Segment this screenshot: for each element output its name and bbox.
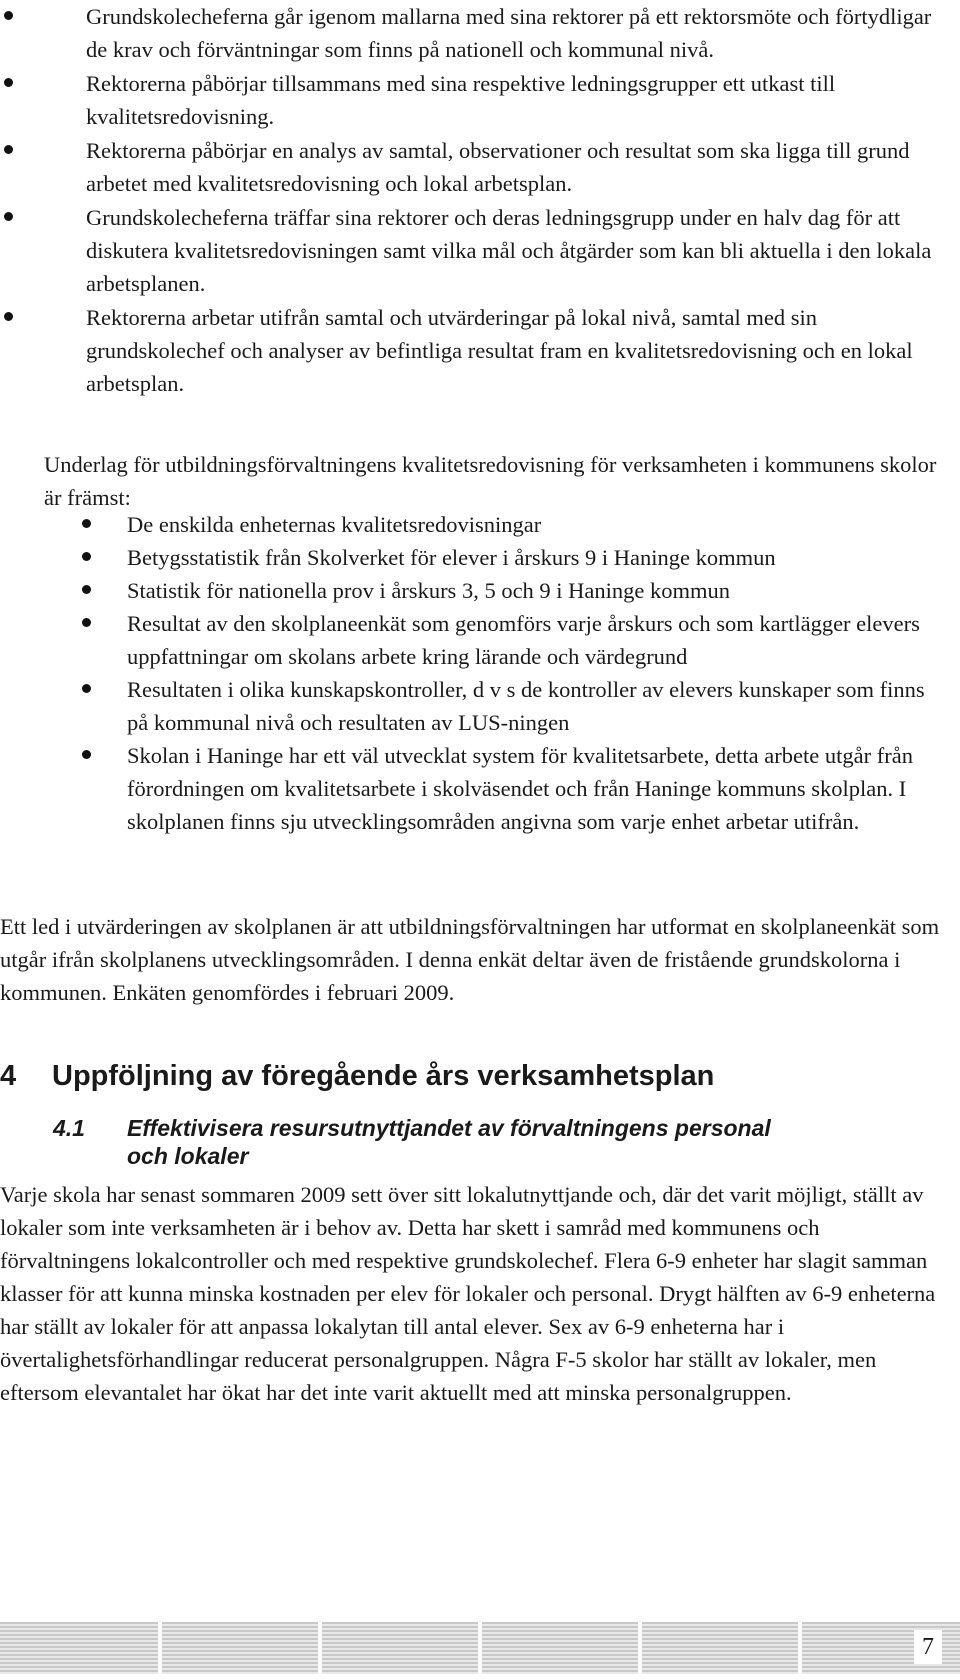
list-item: Rektorerna påbörjar en analys av samtal, observationer och resultat som ska ligga till grund arbetet med kvalitetsredovisning och lokal arbetsplan. [0,134,940,200]
bullet-icon [82,519,91,528]
list-item: Betygsstatistik från Skolverket för elever i årskurs 9 i Haninge kommun [0,541,940,574]
bullet-icon [82,552,91,561]
section-heading [0,1060,714,1093]
page-number: 7 [914,1630,942,1664]
underlag-bullet-list [0,508,940,838]
bullet-icon [82,684,91,693]
bullet-icon [82,585,91,594]
bullet-icon [4,145,13,154]
bullet-icon [4,11,13,20]
subsection-title-line1: Effektivisera resursutnyttjandet av förvaltningens personal [127,1115,771,1141]
bullet-icon [4,212,13,221]
section-title: Uppföljning av föregående års verksamhetsplan [52,1060,715,1092]
list-item: Rektorerna arbetar utifrån samtal och utvärderingar på lokal nivå, samtal med sin grundskolechef och analyser av befintliga resultat fram en kvalitetsredovisning och en lokal arbetsplan. [0,301,940,400]
list-item: Statistik för nationella prov i årskurs 3, 5 och 9 i Haninge kommun [0,574,940,607]
list-item: Resultat av den skolplaneenkät som genomförs varje årskurs och som kartlägger elevers uppfattningar om skolans arbete kring lärande och värdegrund [0,607,940,673]
bullet-icon [4,78,13,87]
process-bullet-list [0,0,940,401]
list-item: De enskilda enheternas kvalitetsredovisningar [0,508,940,541]
bullet-icon [4,312,13,321]
bullet-icon [82,618,91,627]
section-number: 4 [0,1060,17,1092]
list-item: Resultaten i olika kunskapskontroller, d v s de kontroller av elevers kunskaper som finns på kommunal nivå och resultaten av LUS-ningen [0,673,940,739]
subsection-heading [53,1114,933,1170]
enkat-paragraph: Ett led i utvärderingen av skolplanen är att utbildningsförvaltningen har utformat en skolplaneenkät som utgår ifrån skolplanens utvecklingsområden. I denna enkät deltar även de fristående grundskolorna i kommunen. Enkäten genomfördes i februari 2009. [0,914,940,1005]
list-item: Rektorerna påbörjar tillsammans med sina respektive ledningsgrupper ett utkast till kvalitetsredovisning. [0,67,940,133]
list-item: Grundskolecheferna går igenom mallarna med sina rektorer på ett rektorsmöte och förtydligar de krav och förväntningar som finns på nationell och kommunal nivå. [0,0,940,66]
list-item: Skolan i Haninge har ett väl utvecklat system för kvalitetsarbete, detta arbete utgår från förordningen om kvalitetsarbete i skolväsendet och från Haninge kommuns skolplan. I skolplanen finns sju utvecklingsområden angivna som varje enhet arbetar utifrån. [0,739,940,838]
footer-decoration [0,1622,960,1674]
lokaler-paragraph: Varje skola har senast sommaren 2009 sett över sitt lokalutnyttjande och, där det varit möjligt, ställt av lokaler som inte verksamheten är i behov av. Detta har skett i samråd med kommunens och förvaltningens lokalcontroller och med respektive grundskolechef. Flera 6-9 enheter har slagit samman klasser för att kunna minska kostnaden per elev för lokaler och personal. Drygt hälften av 6-9 enheterna har ställt av lokaler för att anpassa lokalytan till antal elever. Sex av 6-9 enheterna har i övertalighetsförhandlingar reducerat personalgruppen. Några F-5 skolor har ställt av lokaler, men eftersom elevantalet har ökat har det inte varit aktuellt med att minska personalgruppen. [0,1182,936,1405]
subsection-title-line2: och lokaler [127,1143,249,1169]
subsection-number: 4.1 [53,1115,85,1141]
underlag-intro: Underlag för utbildningsförvaltningens kvalitetsredovisning för verksamheten i kommunens skolor är främst: [44,452,937,510]
bullet-icon [82,750,91,759]
list-item: Grundskolecheferna träffar sina rektorer och deras ledningsgrupp under en halv dag för att diskutera kvalitetsredovisningen samt vilka mål och åtgärder som kan bli aktuella i den lokala arbetsplanen. [0,201,940,300]
